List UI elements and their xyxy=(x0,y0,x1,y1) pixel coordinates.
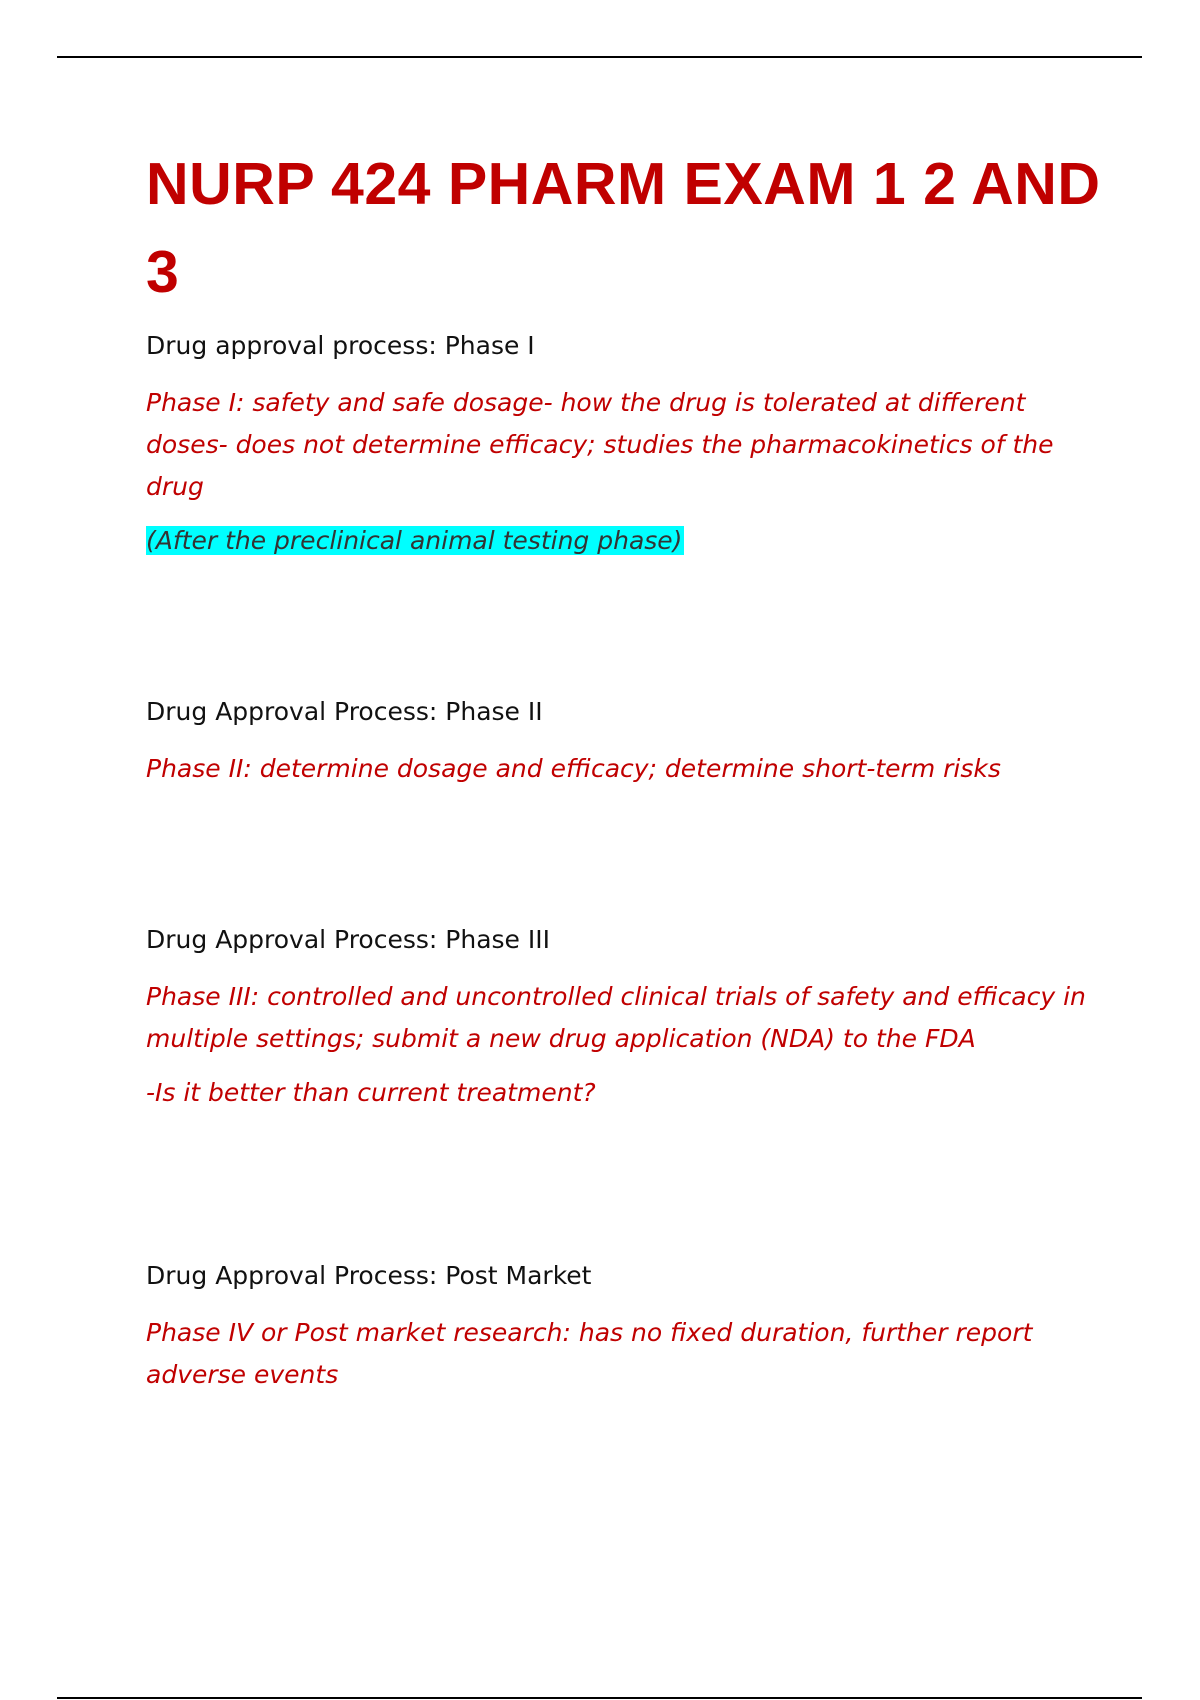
answer-phase-3: Phase III: controlled and uncontrolled clinical trials of safety and efficacy in multiple settings; submit a new drug application (NDA) to the FDA xyxy=(146,982,1086,1053)
document-body xyxy=(146,140,1106,1396)
question-phase-2: Drug Approval Process: Phase II xyxy=(146,697,543,726)
card-phase-3 xyxy=(146,920,1106,1114)
card-post-market xyxy=(146,1256,1106,1396)
card-phase-2 xyxy=(146,692,1106,790)
answer-phase-2: Phase II: determine dosage and efficacy; determine short-term risks xyxy=(146,754,1001,783)
note-phase-3: -Is it better than current treatment? xyxy=(146,1078,596,1107)
answer-post-market: Phase IV or Post market research: has no fixed duration, further report adverse events xyxy=(146,1318,1033,1389)
note-phase-1 xyxy=(146,520,1106,562)
top-rule xyxy=(57,56,1142,58)
question-post-market: Drug Approval Process: Post Market xyxy=(146,1261,592,1290)
card-phase-1 xyxy=(146,326,1106,562)
highlighted-note: (After the preclinical animal testing phase) xyxy=(146,526,683,555)
question-phase-1: Drug approval process: Phase I xyxy=(146,331,535,360)
answer-phase-1: Phase I: safety and safe dosage- how the drug is tolerated at different doses- does not determine efficacy; studies the pharmacokinetics of the drug xyxy=(146,388,1054,501)
bottom-rule xyxy=(57,1697,1142,1699)
question-phase-3: Drug Approval Process: Phase III xyxy=(146,925,550,954)
document-title: NURP 424 PHARM EXAM 1 2 AND 3 xyxy=(146,151,1101,305)
